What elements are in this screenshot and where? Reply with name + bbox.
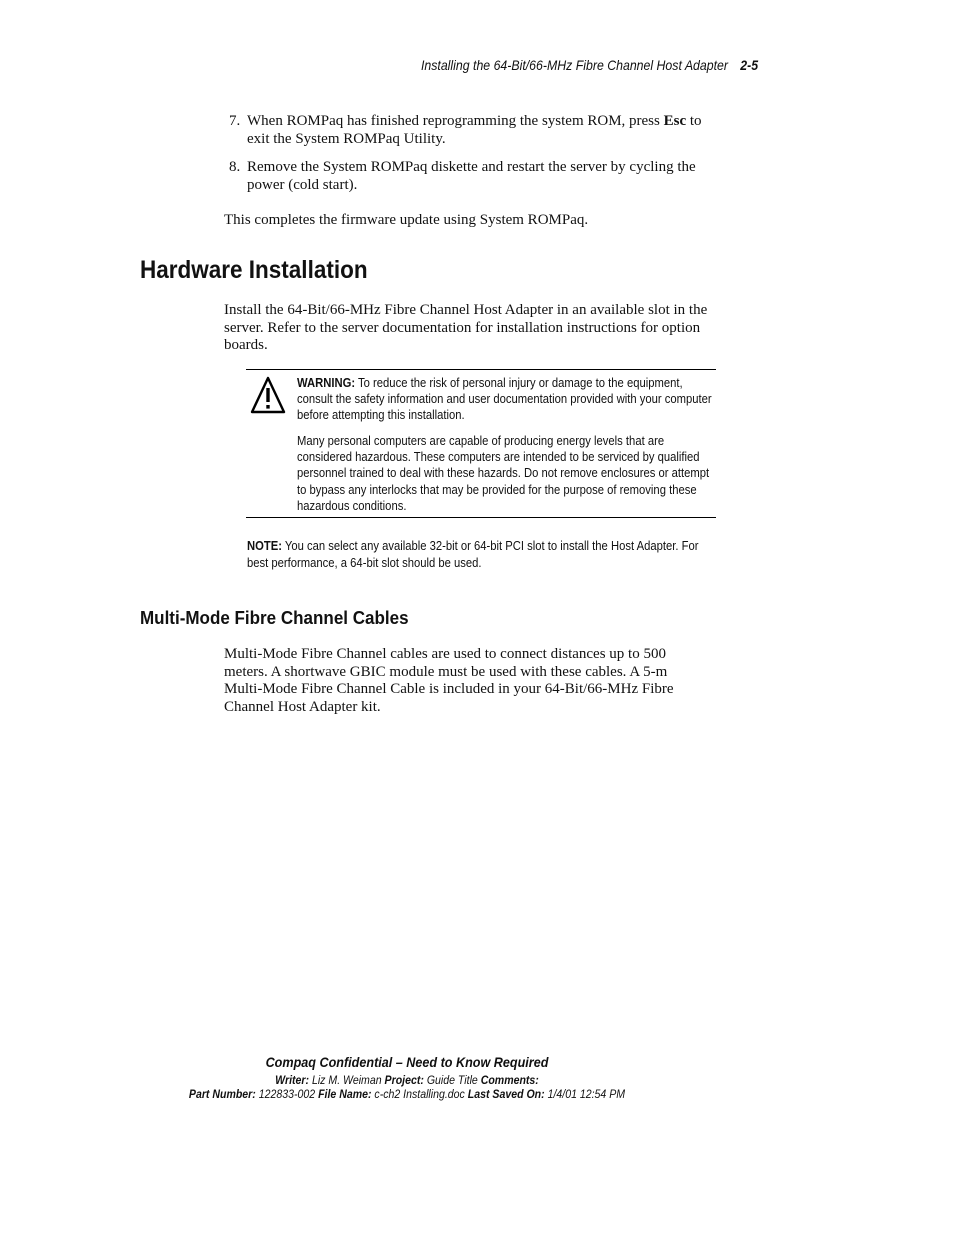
section-title: Hardware Installation (140, 256, 368, 284)
cables-paragraph: Multi-Mode Fibre Channel cables are used to connect distances up to 500 meters. A shortwave GBIC module must be used with these cables. A 5-m Multi-Mode Fibre Channel Cable is included in your 64-Bit/66-MHz Fibre Channel Host Adapter kit. (224, 646, 674, 715)
file-name-label: File Name: (318, 1087, 372, 1101)
note (247, 538, 716, 571)
warning-triangle-icon (250, 376, 286, 414)
step-text-continued: to exit the System ROMPaq Utility. (247, 113, 702, 147)
warning-label: WARNING: (297, 376, 356, 390)
warning-message: To reduce the risk of personal injury or damage to the equipment, consult the safety information and user documentation provided with your computer before attempting this installation. (297, 376, 712, 423)
step-number: 8. (229, 159, 241, 175)
page-number: 2-5 (740, 57, 758, 73)
esc-key: Esc (663, 113, 687, 129)
warning-paragraph-2: Many personal computers are capable of producing energy levels that are considered hazardous. These computers are intended to be serviced by qualified personnel trained to deal with these hazards. Do not remove enclosures or attempt to bypass any interlocks that may be provided for the purpose of removing these hazardous conditions. (297, 434, 710, 513)
step-text: Remove the System ROMPaq diskette and restart the server by cycling the power (cold start). (247, 159, 696, 193)
warning-text (297, 375, 719, 424)
part-number-label: Part Number: (188, 1087, 256, 1101)
step-text: When ROMPaq has finished reprogramming the system ROM, press (247, 113, 664, 129)
writer-value: Liz M. Weiman (311, 1073, 382, 1087)
last-saved-value: 1/4/01 12:54 PM (547, 1087, 626, 1101)
running-header (421, 57, 758, 73)
file-name-value: c-ch2 Installing.doc (374, 1087, 465, 1101)
comments-label: Comments: (480, 1073, 539, 1087)
footer-confidential: Compaq Confidential – Need to Know Required (265, 1054, 549, 1070)
step-item (224, 113, 704, 148)
last-saved-label: Last Saved On: (467, 1087, 545, 1101)
completion-text: This completes the firmware update using System ROMPaq. (224, 212, 589, 228)
step-item (224, 159, 704, 194)
note-label: NOTE: (247, 539, 283, 553)
project-value: Guide Title (426, 1073, 478, 1087)
step-number: 7. (229, 113, 241, 129)
install-paragraph: Install the 64-Bit/66-MHz Fibre Channel Host Adapter in an available slot in the server. Refer to the server documentation for installation instructions for option boards. (224, 302, 708, 353)
step-list (224, 113, 704, 205)
header-title: Installing the 64-Bit/66-MHz Fibre Channel Host Adapter (420, 57, 728, 73)
project-label: Project: (384, 1073, 424, 1087)
warning-box (246, 369, 716, 518)
footer-file-line (0, 1087, 827, 1101)
part-number-value: 122833-002 (258, 1087, 316, 1101)
note-text: You can select any available 32-bit or 64-bit PCI slot to install the Host Adapter. For best performance, a 64-bit slot should be used. (247, 539, 699, 570)
writer-label: Writer: (275, 1073, 310, 1087)
subsection-title: Multi-Mode Fibre Channel Cables (140, 607, 409, 628)
footer-writer-line (0, 1073, 827, 1087)
